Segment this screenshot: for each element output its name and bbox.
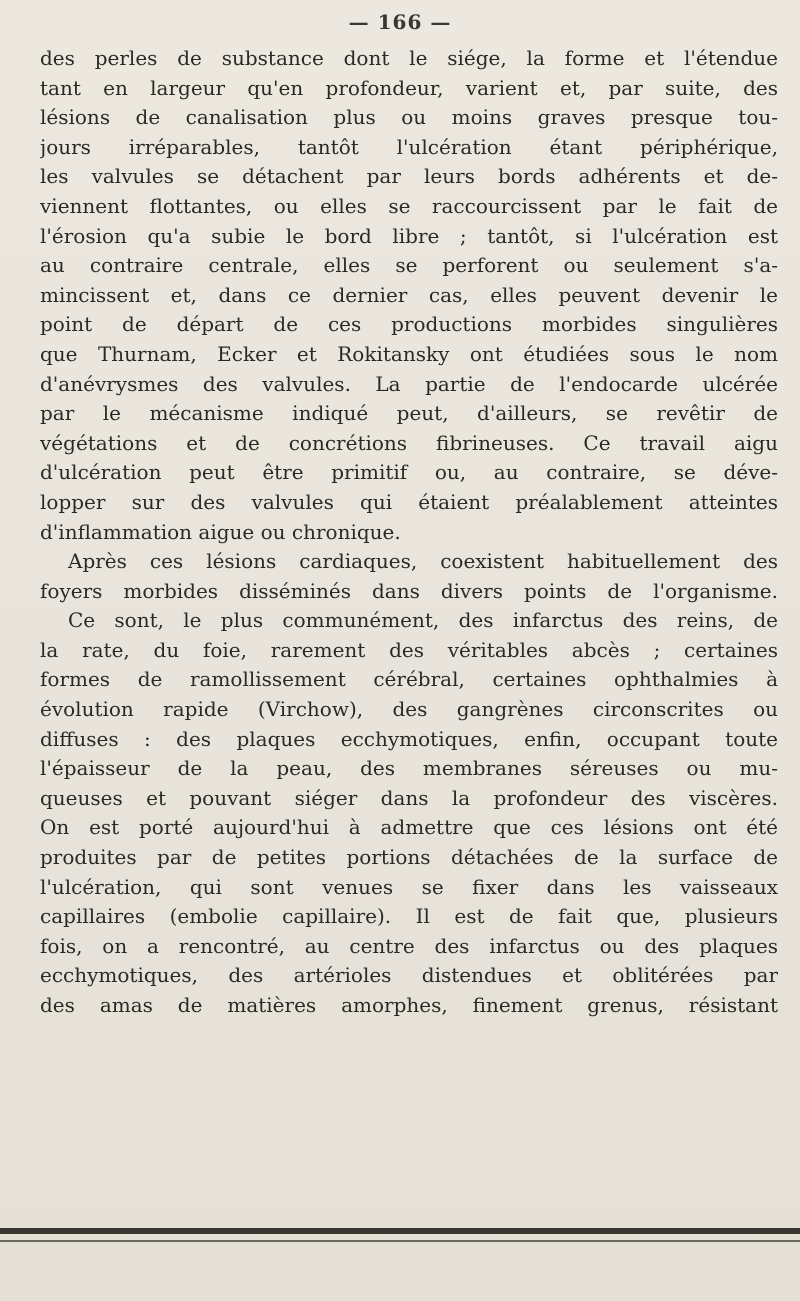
text-line: jours irréparables, tantôt l'ulcération étant périphérique, — [40, 134, 778, 159]
text-line: ecchymotiques, des artérioles distendues et oblitérées par — [40, 963, 778, 988]
text-line: Après ces lésions cardiaques, coexistent habituellement des — [68, 549, 778, 574]
text-line: que Thurnam, Ecker et Rokitansky ont étudiées sous le nom — [40, 341, 778, 366]
text-line: fois, on a rencontré, au centre des infarctus ou des plaques — [40, 933, 778, 958]
text-line: viennent flottantes, ou elles se raccourcissent par le fait de — [40, 193, 778, 218]
text-line: foyers morbides disséminés dans divers points de l'organisme. — [40, 578, 778, 603]
text-line: au contraire centrale, elles se perforent ou seulement s'a- — [40, 253, 778, 278]
text-line: d'ulcération peut être primitif ou, au contraire, se déve- — [40, 460, 778, 485]
text-line: queuses et pouvant siéger dans la profondeur des viscères. — [40, 785, 778, 810]
text-line: la rate, du foie, rarement des véritables abcès ; certaines — [40, 637, 778, 662]
text-line: par le mécanisme indiqué peut, d'ailleurs, se revêtir de — [40, 401, 778, 426]
text-line: l'ulcération, qui sont venues se fixer dans les vaisseaux — [40, 874, 778, 899]
body-text — [40, 44, 778, 1021]
text-line: produites par de petites portions détachées de la surface de — [40, 845, 778, 870]
text-line: l'épaisseur de la peau, des membranes séreuses ou mu- — [40, 756, 778, 781]
text-line: capillaires (embolie capillaire). Il est de fait que, plusieurs — [40, 904, 778, 929]
text-line: Ce sont, le plus communément, des infarctus des reins, de — [68, 608, 778, 633]
text-line: tant en largeur qu'en profondeur, varient et, par suite, des — [40, 75, 778, 100]
text-line: évolution rapide (Virchow), des gangrènes circonscrites ou — [40, 697, 778, 722]
text-line: lésions de canalisation plus ou moins graves presque tou- — [40, 105, 778, 130]
text-line: des amas de matières amorphes, finement grenus, résistant — [40, 993, 778, 1017]
text-line: diffuses : des plaques ecchymotiques, enfin, occupant toute — [40, 726, 778, 751]
page-number: — 166 — — [348, 10, 452, 34]
text-line: les valvules se détachent par leurs bords adhérents et de- — [40, 164, 778, 189]
text-line: d'inflammation aigue ou chronique. — [40, 519, 401, 544]
page-bottom-rule — [0, 1228, 800, 1234]
text-line: mincissent et, dans ce dernier cas, elles peuvent devenir le — [40, 282, 778, 307]
text-line: On est porté aujourd'hui à admettre que ces lésions ont été — [40, 815, 778, 840]
text-line: des perles de substance dont le siége, la forme et l'étendue — [40, 46, 778, 70]
text-line: d'anévrysmes des valvules. La partie de l'endocarde ulcérée — [40, 371, 778, 396]
text-line: lopper sur des valvules qui étaient préalablement atteintes — [40, 489, 778, 514]
text-line: végétations et de concrétions fibrineuses. Ce travail aigu — [40, 430, 778, 455]
page-bottom-rule-thin — [0, 1240, 800, 1242]
text-line: l'érosion qu'a subie le bord libre ; tantôt, si l'ulcération est — [40, 223, 778, 248]
text-line: point de départ de ces productions morbides singulières — [40, 312, 778, 337]
text-line: formes de ramollissement cérébral, certaines ophthalmies à — [40, 667, 778, 692]
